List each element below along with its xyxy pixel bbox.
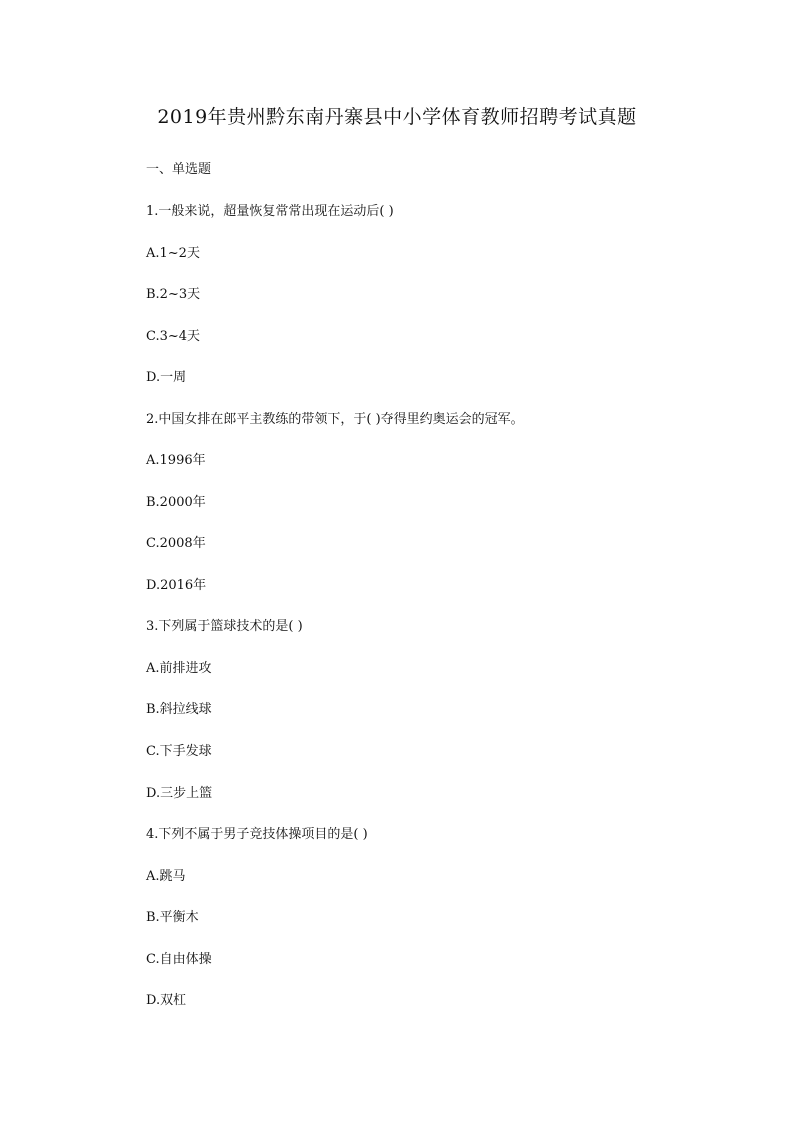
question-3-option-c: C.下手发球 [146, 744, 212, 759]
question-3-option-b: B.斜拉线球 [146, 702, 212, 717]
question-4-option-c: C.自由体操 [146, 952, 212, 967]
question-2-option-c: C.2008年 [146, 536, 206, 551]
question-1-option-b: B.2~3天 [146, 287, 201, 302]
question-1-option-d: D.一周 [146, 370, 187, 385]
question-2-option-d: D.2016年 [146, 578, 207, 593]
question-3-stem: 3.下列属于篮球技术的是( ) [146, 619, 303, 634]
document-title: 2019年贵州黔东南丹寨县中小学体育教师招聘考试真题 [157, 106, 637, 128]
question-4-option-d: D.双杠 [146, 993, 187, 1008]
question-1-option-c: C.3~4天 [146, 329, 201, 344]
question-4-option-b: B.平衡木 [146, 910, 199, 925]
question-3-option-d: D.三步上篮 [146, 786, 213, 801]
section-heading: 一、单选题 [146, 162, 212, 177]
question-2-option-b: B.2000年 [146, 495, 206, 510]
question-4-option-a: A.跳马 [146, 869, 186, 884]
question-2-option-a: A.1996年 [146, 453, 206, 468]
question-4-stem: 4.下列不属于男子竞技体操项目的是( ) [146, 827, 368, 842]
question-1-option-a: A.1~2天 [146, 246, 200, 261]
question-1-stem: 1.一般来说，超量恢复常常出现在运动后( ) [146, 204, 394, 219]
question-2-stem: 2.中国女排在郎平主教练的带领下，于( )夺得里约奥运会的冠军。 [146, 412, 524, 427]
question-3-option-a: A.前排进攻 [146, 661, 212, 676]
